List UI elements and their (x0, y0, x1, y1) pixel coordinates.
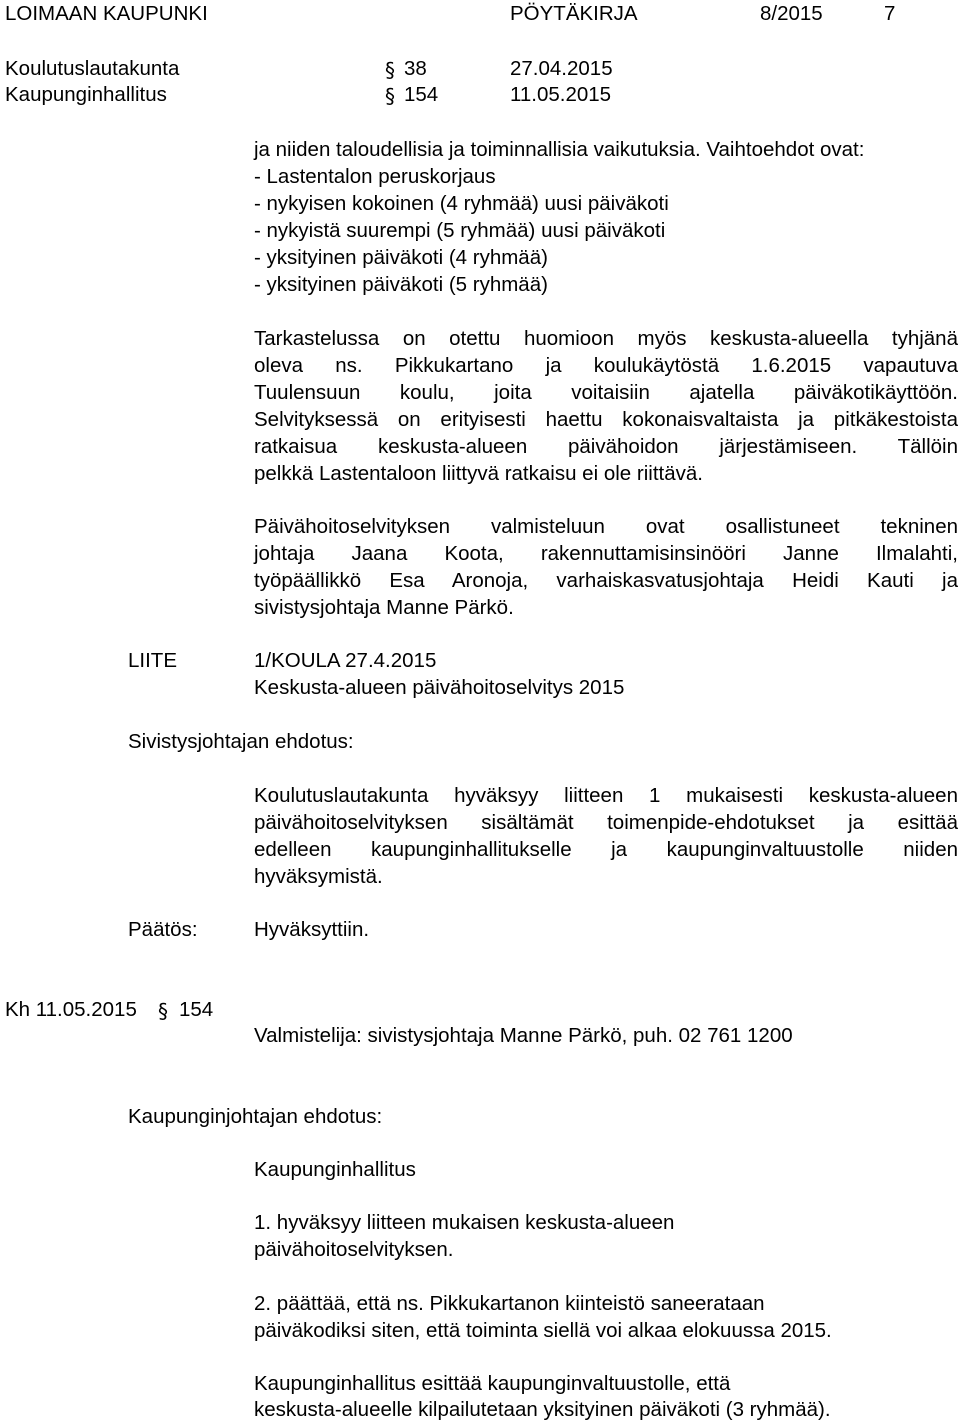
paragraph-assessment (254, 325, 958, 487)
text-line: Selvityksessä on erityisesti haettu kokonaisvaltaista ja pitkäkestoista (254, 408, 958, 431)
document-number: 8/2015 (760, 2, 823, 25)
attachment-title: Keskusta-alueen päivähoitoselvitys 2015 (254, 676, 625, 699)
text-line: työpäällikkö Esa Aronoja, varhaiskasvatusjohtaja Heidi Kauti ja (254, 569, 958, 592)
svg-text:§: § (385, 58, 395, 82)
header-date-1: 27.04.2015 (510, 57, 613, 80)
header-date-2: 11.05.2015 (510, 83, 612, 106)
text-line: päivähoitoselvityksen sisältämät toimenpide-ehdotukset ja esittää (254, 811, 958, 834)
text-line: oleva ns. Pikkukartano ja koulukäytöstä 1.6.2015 vapautuva (254, 354, 958, 377)
decision-label: Päätös: (128, 918, 198, 941)
proposal-text (254, 782, 958, 890)
text-line: johtaja Jaana Koota, rakennuttamisinsinööri Janne Ilmalahti, (254, 542, 958, 565)
municipality-name: LOIMAAN KAUPUNKI (5, 2, 208, 25)
kh-reference: Kh 11.05.2015 (5, 998, 137, 1021)
header-body-2: Kaupunginhallitus (5, 83, 167, 106)
closing-line-1: Kaupunginhallitus esittää kaupunginvaltuustolle, että (254, 1372, 731, 1395)
text-line: sivistysjohtaja Manne Pärkö. (254, 596, 514, 619)
attachment-label: LIITE (128, 649, 177, 672)
header-body-1: Koulutuslautakunta (5, 57, 180, 80)
text-line: hyväksymistä. (254, 865, 383, 888)
document-type: PÖYTÄKIRJA (510, 2, 638, 25)
text-line: Päivähoitoselvityksen valmisteluun ovat osallistuneet tekninen (254, 515, 958, 538)
text-line: Tarkastelussa on otettu huomioon myös keskusta-alueella tyhjänä (254, 327, 958, 350)
section-sign-icon (155, 997, 175, 1025)
preparer-line: Valmistelija: sivistysjohtaja Manne Pärkö, puh. 02 761 1200 (254, 1024, 793, 1047)
text-line: ratkaisua keskusta-alueen päivähoidon järjestämiseen. Tällöin (254, 435, 958, 458)
list-item: - nykyisen kokoinen (4 ryhmää) uusi päiväkoti (254, 192, 669, 215)
header-section-2: 154 (404, 83, 439, 106)
decision-text: Hyväksyttiin. (254, 918, 370, 941)
list-item: - Lastentalon peruskorjaus (254, 165, 496, 188)
intro-block (254, 136, 958, 298)
page-number: 7 (884, 2, 896, 25)
text-line: Koulutuslautakunta hyväksyy liitteen 1 mukaisesti keskusta-alueen (254, 784, 958, 807)
svg-text:§: § (385, 84, 395, 108)
mayor-proposal-body: Kaupunginhallitus (254, 1158, 416, 1181)
attachment-ref: 1/KOULA 27.4.2015 (254, 649, 437, 672)
intro-line: ja niiden taloudellisia ja toiminnallisia vaikutuksia. Vaihtoehdot ovat: (254, 138, 865, 161)
closing-line-2: keskusta-alueelle kilpailutetaan yksityinen päiväkoti (3 ryhmää). (254, 1398, 831, 1421)
paragraph-participants (254, 513, 958, 621)
section-sign-icon (382, 56, 402, 84)
mayor-proposal-label: Kaupunginjohtajan ehdotus: (128, 1105, 383, 1128)
list-item: - yksityinen päiväkoti (4 ryhmää) (254, 246, 548, 269)
text-line: Tuulensuun koulu, joita voitaisiin ajatella päiväkotikäyttöön. (254, 381, 958, 404)
kh-section: 154 (179, 998, 214, 1021)
text-line: pelkkä Lastentaloon liittyvä ratkaisu ei ole riittävä. (254, 462, 703, 485)
section-sign-icon (382, 82, 402, 110)
header-section-1: 38 (404, 57, 427, 80)
list-item: - nykyistä suurempi (5 ryhmää) uusi päiväkoti (254, 219, 666, 242)
proposal-item-1: 1. hyväksyy liitteen mukaisen keskusta-alueen (254, 1211, 675, 1234)
list-item: - yksityinen päiväkoti (5 ryhmää) (254, 273, 548, 296)
svg-text:§: § (158, 999, 168, 1023)
proposal-item-1-cont: päivähoitoselvityksen. (254, 1238, 454, 1261)
proposal-label: Sivistysjohtajan ehdotus: (128, 730, 354, 753)
text-line: edelleen kaupunginhallitukselle ja kaupunginvaltuustolle niiden (254, 838, 958, 861)
proposal-item-2-cont: päiväkodiksi siten, että toiminta siellä voi alkaa elokuussa 2015. (254, 1319, 832, 1342)
proposal-item-2: 2. päättää, että ns. Pikkukartanon kiinteistö saneerataan (254, 1292, 765, 1315)
